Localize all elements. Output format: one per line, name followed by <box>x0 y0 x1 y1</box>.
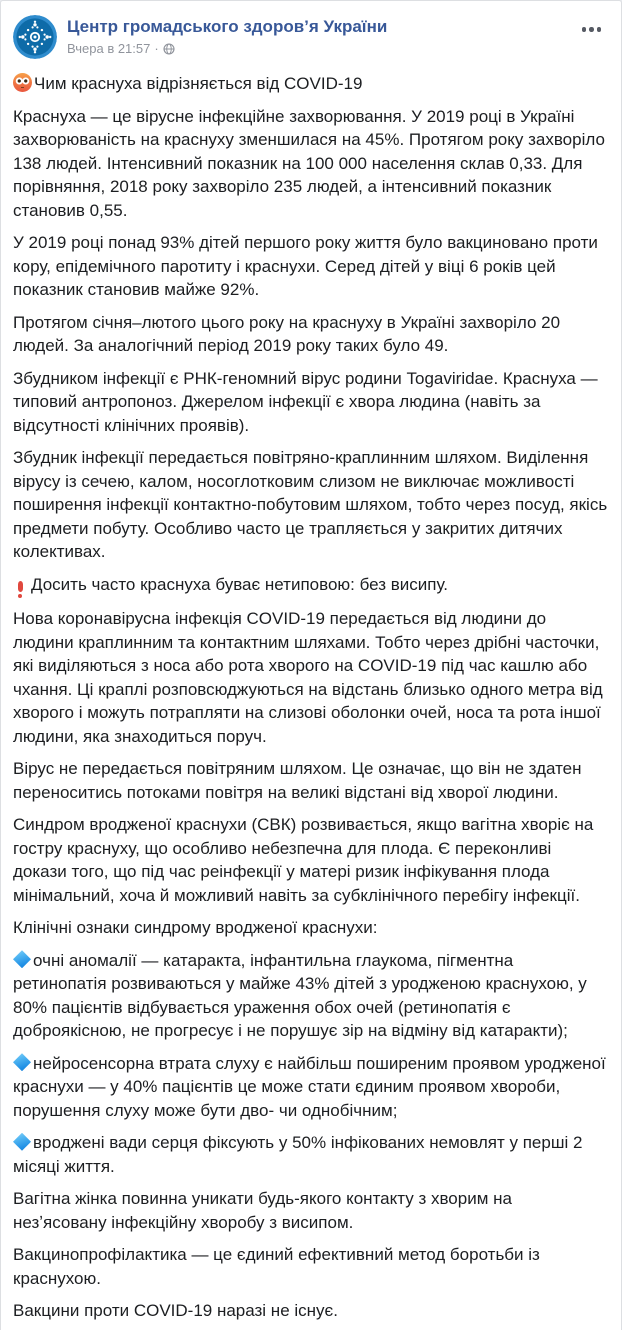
post-paragraph <box>13 72 609 96</box>
header-text-block <box>67 15 387 57</box>
public-health-center-logo-icon <box>13 46 57 59</box>
post-paragraph <box>13 949 609 1043</box>
more-options-button[interactable] <box>578 23 606 36</box>
post-paragraph <box>13 1131 609 1178</box>
blue-diamond-icon <box>13 1133 31 1151</box>
page-name-link[interactable]: Центр громадського здоров’я України <box>67 17 388 36</box>
red-exclamation-icon <box>15 581 25 599</box>
bullet-text: вроджені вади серця фіксують у 50% інфікованих немовлят у перші 2 місяці життя. <box>13 1133 583 1176</box>
page-avatar[interactable] <box>13 15 57 59</box>
blue-diamond-icon <box>13 1053 31 1071</box>
bullet-text: очні аномалії — катаракта, інфантильна глаукома, пігментна ретинопатія розвиваються у майже 43% дітей з уродженою краснухою, у 80% пацієнтів відбувається ураження обох очей (ретинопатія є доброякісною, не прогресує і не порушує зір на відміну від катаракти); <box>13 950 587 1041</box>
three-dots-icon <box>582 27 587 32</box>
post-paragraph <box>13 1052 609 1123</box>
post-paragraph: Вірус не передається повітряним шляхом. Це означає, що він не здатен переноситись потоками повітря на великі відстані від хворої людини. <box>13 759 582 802</box>
post-paragraph: Нова коронавірусна інфекція COVID-19 передається від людини до людини краплинним та контактним шляхами. Тобто через дрібні часточки, які виділяються з носа або рота хворого на COVID-19 під час кашлю або чхання. Ці краплі розповсюджуються на відстань близько одного метра від хворого і можуть потрапляти на слизові оболонки очей, носа та рота іншої людини, яка знаходиться поруч. <box>13 609 603 746</box>
post-paragraph: Вагітна жінка повинна уникати будь-якого контакту з хворим на незʼясовану інфекційну хворобу з висипом. <box>13 1189 512 1232</box>
blue-diamond-icon <box>13 950 31 968</box>
post-paragraph <box>13 573 609 599</box>
globe-icon <box>163 43 175 55</box>
post-paragraph: Збудник інфекції передається повітряно-краплинним шляхом. Виділення вірусу із сечею, калом, носоглотковим слизом не виключає можливості поширення інфекції контактно-побутовим шляхом, тобто через посуд, якісь предмети побуту. Особливо часто це трапляється у закритих дитячих колективах. <box>13 448 608 561</box>
post-paragraph: Збудником інфекції є РНК-геномний вірус родини Togaviridae. Краснуха — типовий антропоноз. Джерелом інфекції є хвора людина (навіть за відсутності клінічних проявів). <box>13 368 598 435</box>
post-paragraph: Вакцини проти COVID-19 наразі не існує. <box>13 1301 338 1321</box>
post-body <box>1 69 621 1323</box>
post-paragraph: Вакцинопрофілактика — це єдиний ефективний метод боротьби із краснухою. <box>13 1245 540 1288</box>
post-paragraph: Протягом січня–лютого цього року на краснуху в Україні захворіло 20 людей. За аналогічний період 2019 року таких було 49. <box>13 312 561 355</box>
post-paragraph: У 2019 році понад 93% дітей першого року життя було вакциновано проти кору, епідемічного паротиту і краснухи. Серед дітей у віці 6 років цей показник становив майже 92%. <box>13 233 598 299</box>
post-timestamp[interactable]: Вчера в 21:57 <box>67 41 151 56</box>
post-header <box>1 1 621 69</box>
meta-separator: · <box>154 41 159 56</box>
flushed-face-emoji-icon <box>13 73 32 92</box>
post-heading-text: Чим краснуха відрізняється від COVID-19 <box>34 74 363 93</box>
post-paragraph: Клінічні ознаки синдрому вродженої краснухи: <box>13 918 378 938</box>
post-paragraph: Краснуха — це вірусне інфекційне захворювання. У 2019 році в Україні захворюваність на краснуху зменшилася на 45%. Протягом року захворіло 138 людей. Інтенсивний показник на 100 000 населення склав 0,33. Для порівняння, 2018 року захворіло 235 людей, а інтенсивний показник становив 0,55. <box>13 106 605 220</box>
bullet-text: нейросенсорна втрата слуху є найбільш поширеним проявом уродженої краснухи — у 40% пацієнтів це може стати єдиним проявом хвороби, порушення слуху може бути дво- чи однобічним; <box>13 1053 606 1120</box>
post-meta-line <box>67 40 387 57</box>
post-paragraph: Синдром вродженої краснухи (СВК) розвивається, якщо вагітна хворіє на гостру краснуху, що особливо небезпечна для плода. Є переконливі докази того, що під час реінфекції у матері ризик інфікування плода мінімальний, хоча й можливий навіть за субклінічного перебігу інфекції. <box>13 815 594 905</box>
warning-text: Досить часто краснуха буває нетиповою: без висипу. <box>31 574 448 594</box>
